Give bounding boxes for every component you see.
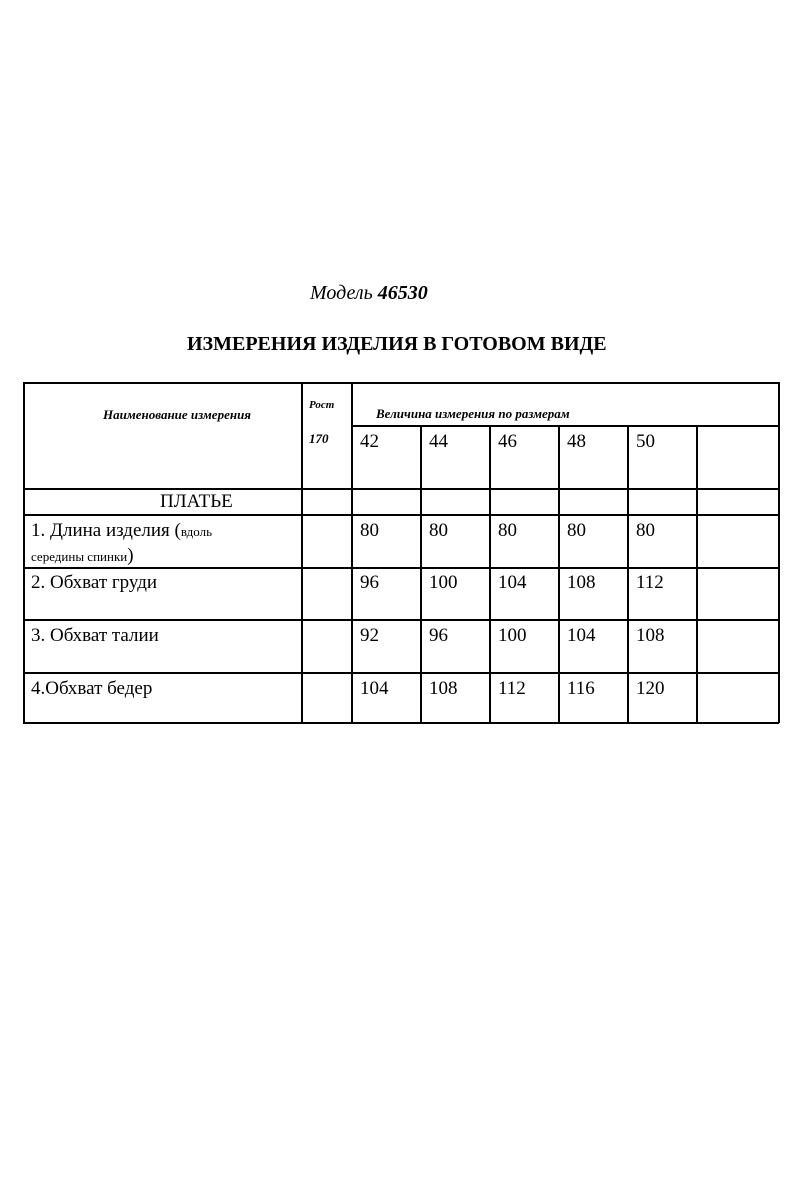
table-cell: 104 (567, 625, 596, 646)
height-value: 170 (309, 431, 329, 446)
section-bottom-line (23, 514, 779, 516)
height-header: Рост (309, 399, 335, 411)
measurement-name-header: Наименование измерения (103, 407, 251, 422)
height-col-divider (351, 382, 353, 723)
size-col-divider-4 (627, 425, 629, 723)
size-header-cell: 48 (567, 431, 586, 452)
size-header-cell: 42 (360, 431, 379, 452)
header-bottom-line (23, 488, 779, 490)
row-3-bottom-line (23, 672, 779, 674)
size-header-cell: 46 (498, 431, 517, 452)
table-border-bottom (23, 722, 779, 724)
table-border-left (23, 382, 25, 723)
model-prefix: Модель (310, 282, 373, 304)
sizes-header: Величина измерения по размерам (376, 406, 570, 421)
row-name: 2. Обхват груди (31, 572, 158, 593)
table-cell: 104 (498, 572, 527, 593)
size-header-cell: 50 (636, 431, 655, 452)
table-cell: 96 (429, 625, 448, 646)
row-name: 4.Обхват бедер (31, 678, 153, 699)
model-number: 46530 (377, 282, 428, 304)
size-col-divider-1 (420, 425, 422, 723)
sizes-header-divider (351, 425, 779, 427)
row-name-main: 1. Длина изделия ( (31, 520, 181, 541)
table-cell: 112 (498, 678, 526, 699)
size-col-divider-2 (489, 425, 491, 723)
table-cell: 108 (636, 625, 665, 646)
size-col-divider-5 (696, 425, 698, 723)
table-cell: 100 (429, 572, 458, 593)
table-border-right (778, 382, 780, 723)
table-cell: 96 (360, 572, 379, 593)
row-name (31, 521, 212, 540)
table-cell: 80 (360, 520, 379, 541)
row-name-note: середины спинки (31, 549, 128, 564)
section-label: ПЛАТЬЕ (160, 491, 233, 512)
name-col-divider (301, 382, 303, 723)
table-cell: 80 (498, 520, 517, 541)
table-cell: 92 (360, 625, 379, 646)
table-cell: 120 (636, 678, 665, 699)
size-col-divider-3 (558, 425, 560, 723)
table-cell: 80 (429, 520, 448, 541)
table-cell: 104 (360, 678, 389, 699)
table-border-top (23, 382, 779, 384)
table-cell: 80 (636, 520, 655, 541)
document-title: ИЗМЕРЕНИЯ ИЗДЕЛИЯ В ГОТОВОМ ВИДЕ (187, 333, 607, 355)
row-name-cont (31, 546, 134, 565)
row-1-bottom-line (23, 567, 779, 569)
table-cell: 116 (567, 678, 595, 699)
row-name: 3. Обхват талии (31, 625, 159, 646)
row-name-close: ) (127, 545, 134, 566)
row-2-bottom-line (23, 619, 779, 621)
row-name-note: вдоль (180, 524, 213, 539)
table-cell: 80 (567, 520, 586, 541)
size-header-cell: 44 (429, 431, 448, 452)
table-cell: 108 (567, 572, 596, 593)
table-cell: 100 (498, 625, 527, 646)
table-cell: 112 (636, 572, 664, 593)
table-cell: 108 (429, 678, 458, 699)
